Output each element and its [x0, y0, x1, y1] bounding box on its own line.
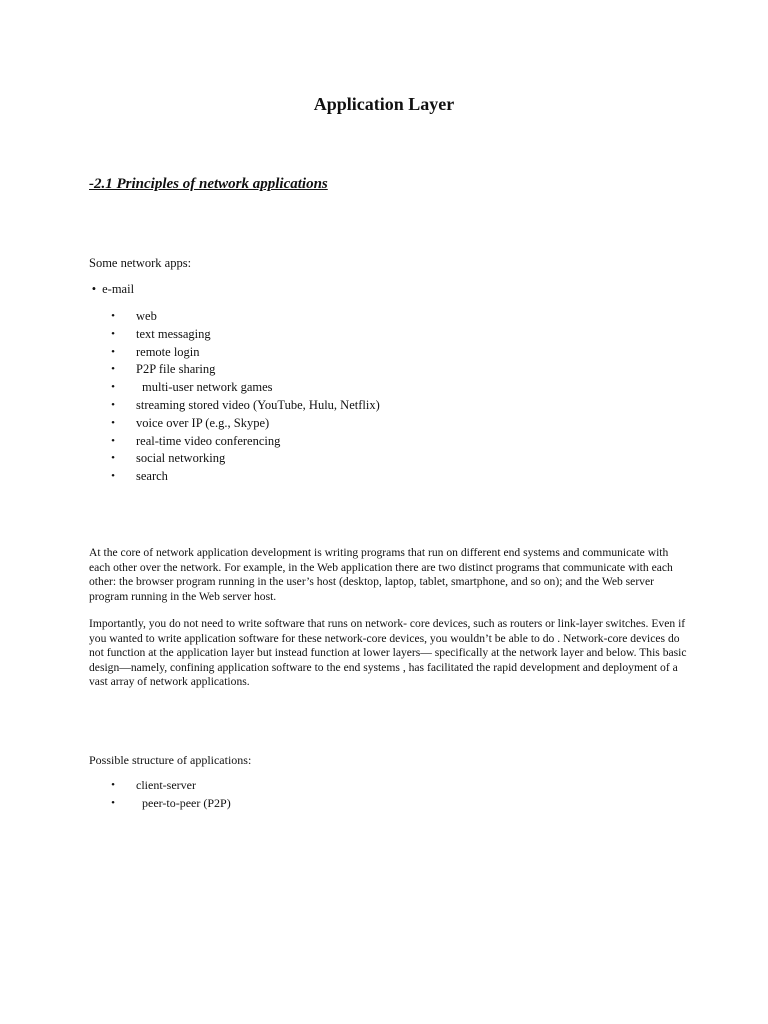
paragraph-network-core: Importantly, you do not need to write software that runs on network- core devices, such as routers or link-layer switches. Even if you wanted to write application software for these network-core devices, you wouldn’t be able to do . Network-core devices do not function at the application layer but instead function at lower layers— specifically at the network layer and below. This basic design—namely, confining application software to the end systems , has facilitated the rapid development and deployment of a vast array of network applications. [89, 617, 687, 689]
list-item [108, 397, 380, 415]
list-item-text: P2P file sharing [136, 362, 216, 377]
bullet-icon: • [111, 779, 115, 791]
document-title: Application Layer [313, 94, 455, 114]
bullet-icon: • [111, 434, 115, 447]
intro-text: Some network apps: [89, 256, 192, 270]
bullet-icon: • [111, 327, 115, 340]
list-item [108, 777, 231, 795]
list-item [108, 450, 380, 468]
bullet-icon: • [111, 796, 115, 809]
first-bullet-item [89, 282, 134, 297]
list-item [108, 468, 380, 486]
list-item-text: social networking [136, 451, 226, 466]
list-item [108, 361, 380, 379]
list-item [108, 326, 380, 344]
list-item-text: multi-user network games [142, 380, 273, 395]
list-item-text: streaming stored video (YouTube, Hulu, Netflix) [136, 397, 380, 412]
list-item-text: client-server [136, 778, 196, 792]
bullet-icon: • [91, 282, 97, 296]
bullet-icon: • [111, 452, 115, 465]
bullet-icon: • [111, 470, 115, 483]
list-item [108, 344, 380, 362]
list-item-text: real-time video conferencing [136, 433, 281, 448]
list-item [108, 433, 380, 451]
list-item [108, 379, 380, 397]
first-bullet-text: e-mail [102, 282, 135, 296]
list-item [108, 415, 380, 433]
list-item-text: voice over IP (e.g., Skype) [136, 415, 270, 430]
bullet-icon: • [111, 310, 115, 322]
list-item [108, 795, 231, 813]
bullet-icon: • [111, 345, 115, 358]
list-item-text: remote login [136, 344, 200, 359]
bullet-icon: • [111, 416, 115, 429]
paragraph-core-development: At the core of network application development is writing programs that run on different end systems and communicate with each other over the network. For example, in the Web application there are two distinct programs that communicate with each other: the browser program running in the user’s host (desktop, laptop, tablet, smartphone, and so on); and the Web server program running in the Web server host. [89, 546, 673, 603]
bullet-icon: • [111, 363, 115, 376]
bullet-icon: • [111, 381, 115, 394]
list-item-text: peer-to-peer (P2P) [142, 795, 231, 810]
list-item-text: text messaging [136, 326, 211, 341]
list-item-text: search [136, 469, 168, 484]
list-item [108, 308, 380, 326]
section-heading: -2.1 Principles of network applications [89, 176, 328, 192]
network-apps-list [108, 308, 380, 486]
bullet-icon: • [111, 398, 115, 411]
structure-list [108, 777, 231, 813]
structure-intro-text: Possible structure of applications: [89, 753, 252, 767]
list-item-text: web [136, 309, 157, 323]
